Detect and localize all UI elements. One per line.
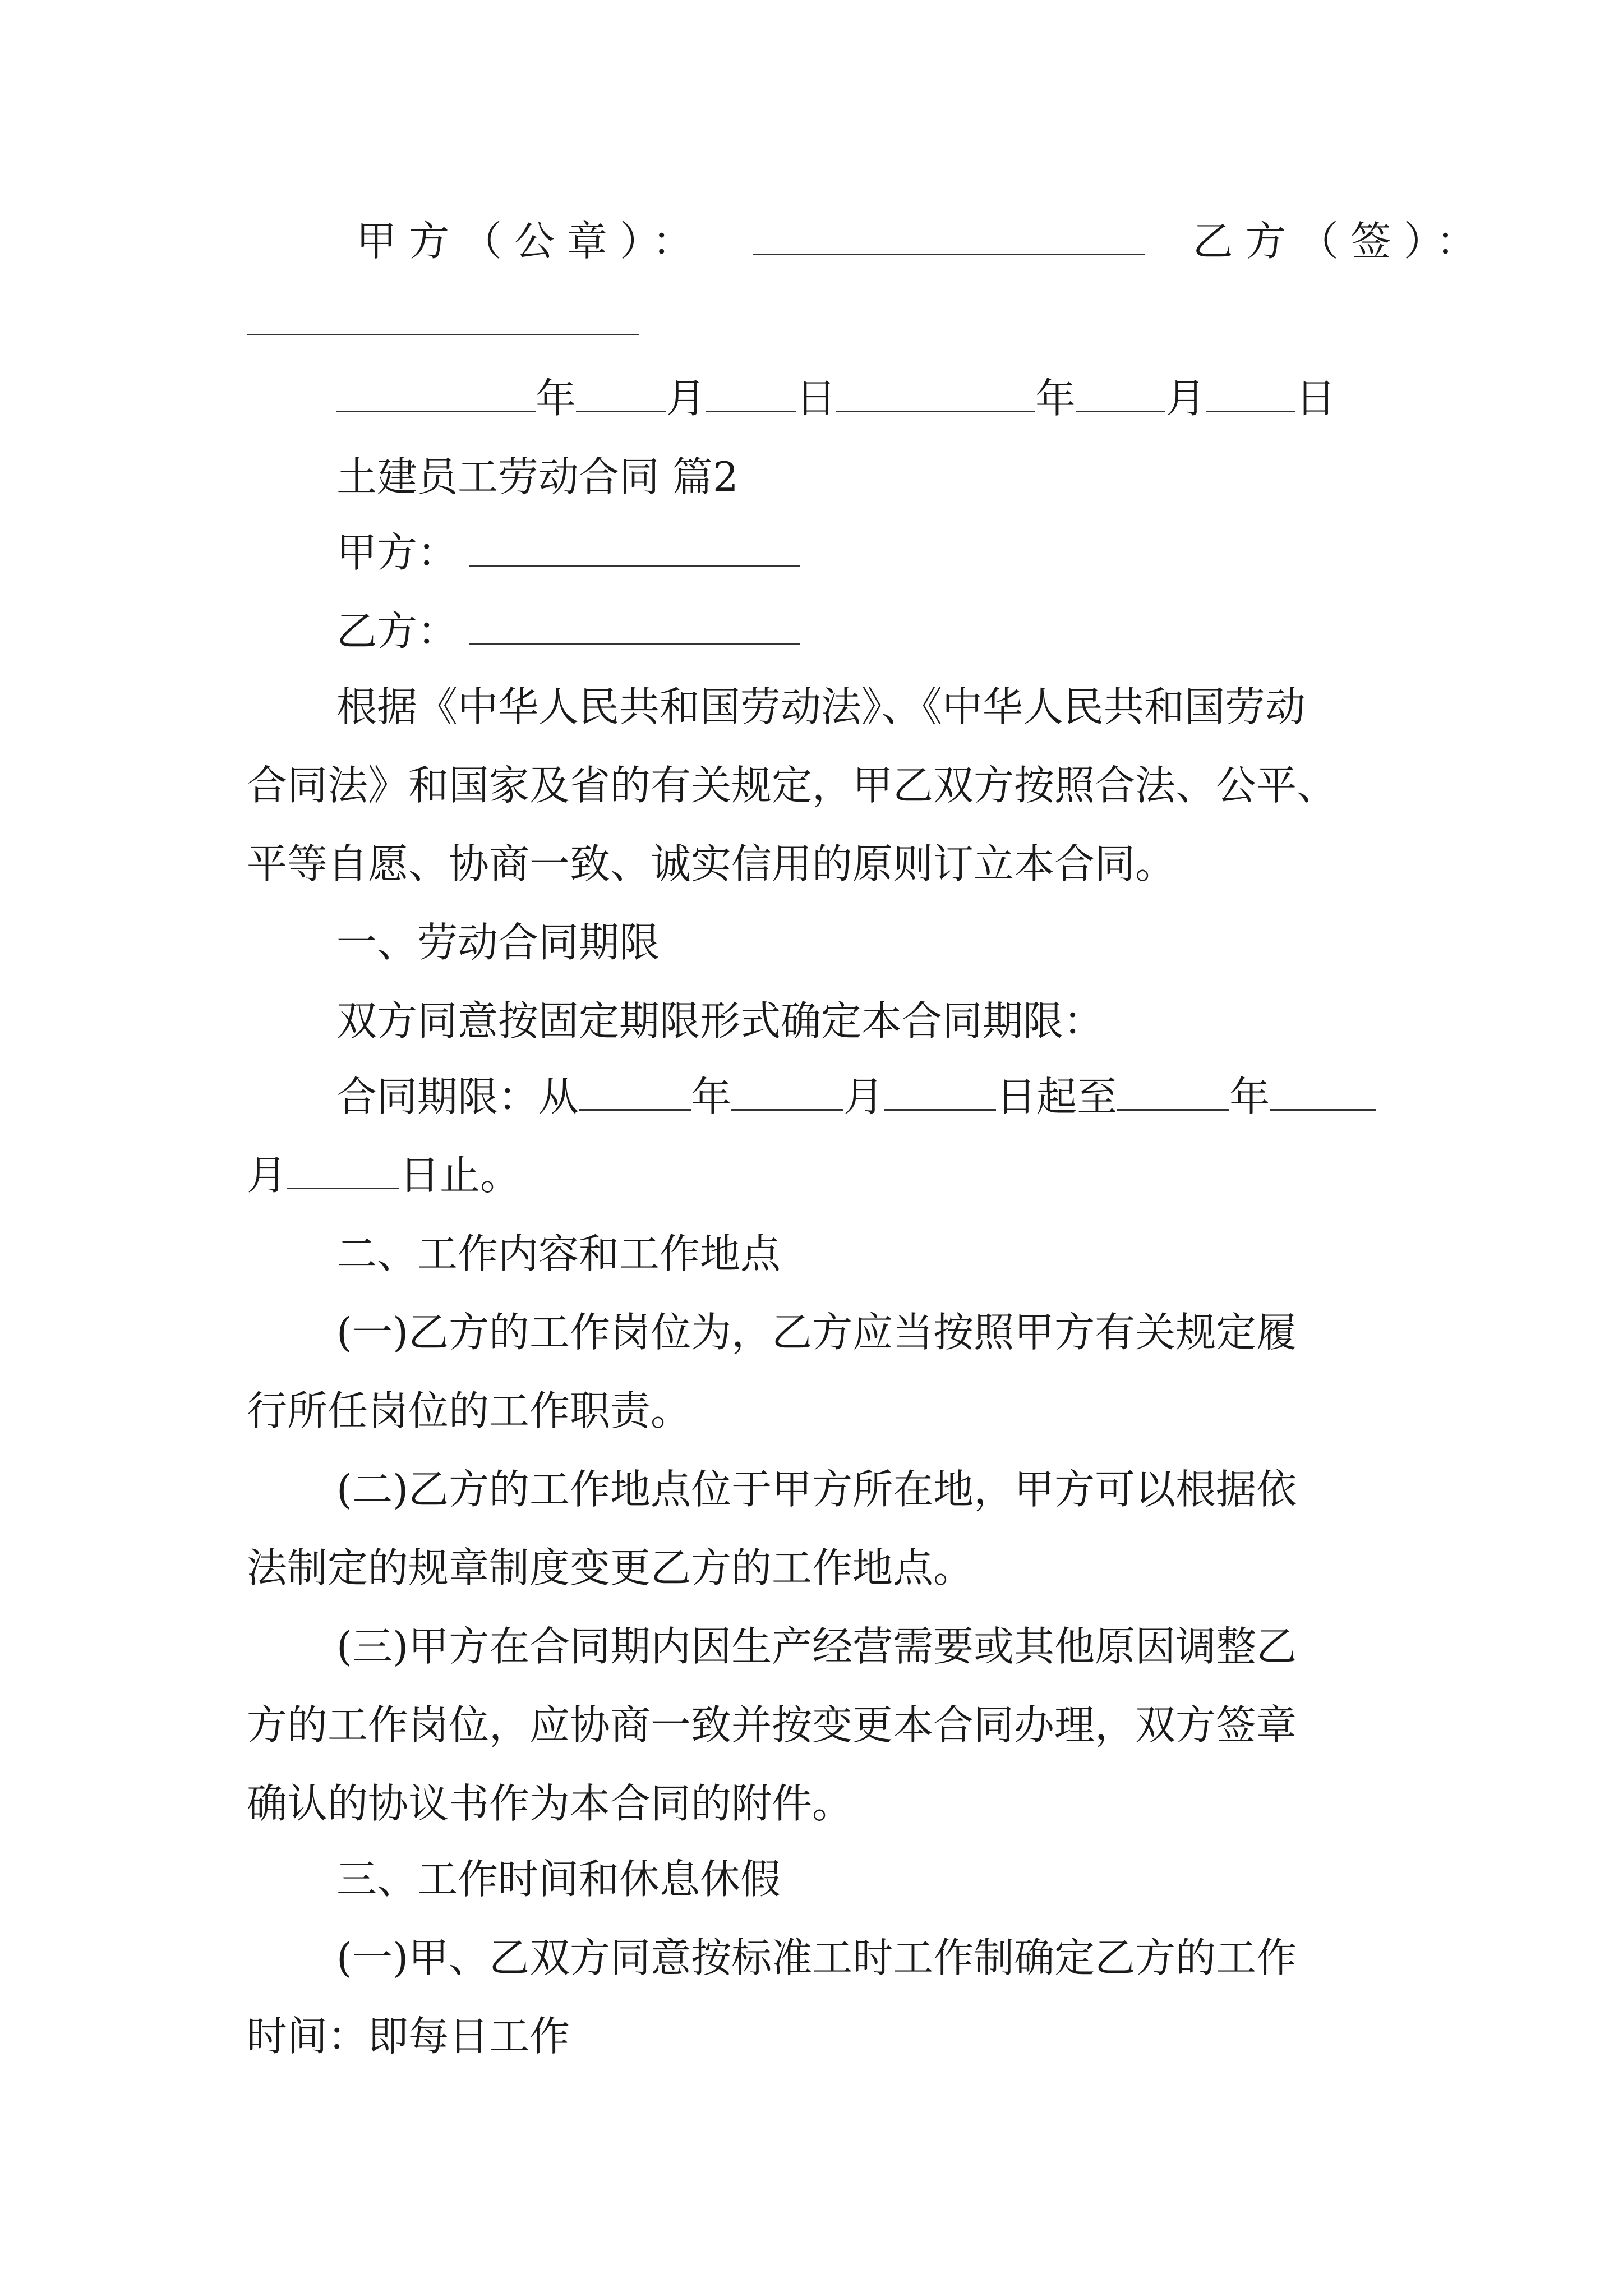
term-day2-blank [287,1148,399,1189]
preamble-line: 根据《中华人民共和国劳动法》、《中华人民共和国劳动 [336,683,1306,730]
party-a-blank [469,526,800,567]
clause-line: 行所任岗位的工作职责。 [247,1387,691,1434]
party-b-label: 乙方： [336,608,458,655]
signature-line [356,213,1489,269]
clause-line: 方的工作岗位，应协商一致并按变更本合同办理，双方签章 [247,1701,1297,1749]
clause-line: 确认的协议书作为本合同的附件。 [247,1780,853,1827]
heading-hours: 三、工作时间和休息休假 [336,1856,781,1903]
date-day-b: 日 [1295,375,1336,422]
term-day-blank [884,1070,996,1111]
term-day-until: 日止。 [399,1152,521,1199]
date-blank [1206,371,1295,412]
term-month-blank [731,1070,843,1111]
clause-line: (二)乙方的工作地点位于甲方所在地，甲方可以根据依 [336,1466,1297,1513]
party-b-line [336,603,800,659]
date-blank [1076,371,1165,412]
term-prefix: 合同期限：从 [336,1073,579,1120]
date-blank [336,371,536,412]
party-a-label: 甲方： [336,529,458,576]
signature-date-line [336,370,1336,426]
term-month2: 月 [247,1152,288,1199]
clause-line: (一)甲、乙双方同意按标准工时工作制确定乙方的工作 [336,1934,1297,1981]
party-a-seal-blank [753,214,1145,255]
party-a-seal-label: 甲方（公章）： [356,218,706,265]
date-blank [706,371,796,412]
heading-work: 二、工作内容和工作地点 [336,1230,781,1277]
term-year2: 年 [1229,1073,1270,1120]
date-month-a: 月 [666,375,707,422]
clause-line: 时间：即每日工作 [247,2013,570,2060]
heading-term: 一、劳动合同期限 [336,919,660,966]
clause-line: (一)乙方的工作岗位为，乙方应当按照甲方有关规定履 [336,1309,1297,1356]
term-year-blank [579,1070,691,1111]
term-line [336,1069,1376,1125]
clause-line: 法制定的规章制度变更乙方的工作地点。 [247,1544,974,1591]
section-title: 土建员工劳动合同 篇2 [336,453,739,500]
term-year2-blank [1117,1070,1229,1111]
party-b-sign-label: 乙方（签）： [1192,218,1489,265]
party-a-line [336,524,800,581]
term-month2-blank [1270,1070,1376,1111]
clause-line: (三)甲方在合同期内因生产经营需要或其他原因调整乙 [336,1623,1297,1670]
party-b-sign-blank [247,334,639,335]
preamble-line: 平等自愿、协商一致、诚实信用的原则订立本合同。 [247,840,1176,887]
term-intro: 双方同意按固定期限形式确定本合同期限： [336,997,1104,1045]
date-blank [836,371,1035,412]
term-month: 月 [843,1073,884,1120]
party-b-blank [469,604,800,645]
date-blank [576,371,666,412]
date-day-a: 日 [796,375,837,422]
date-year-a: 年 [536,375,577,422]
date-year-b: 年 [1035,375,1076,422]
preamble-line: 合同法》和国家及省的有关规定，甲乙双方按照合法、公平、 [247,762,1338,809]
term-line-cont [247,1147,520,1203]
term-year: 年 [691,1073,732,1120]
date-month-b: 月 [1165,375,1206,422]
term-day-from: 日起至 [996,1073,1118,1120]
